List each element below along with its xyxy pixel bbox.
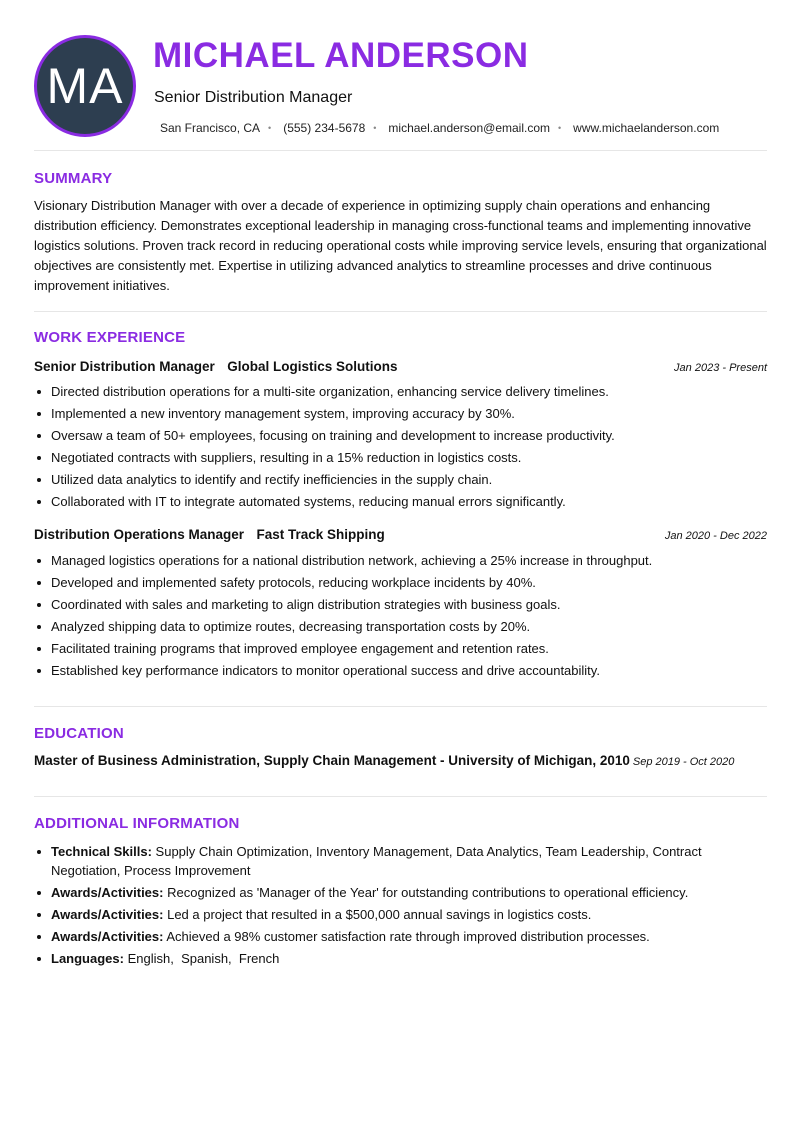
list-item: Collaborated with IT to integrate automated systems, reducing manual errors significantly. (34, 491, 767, 513)
list-item: Established key performance indicators to monitor operational success and drive accountability. (34, 660, 767, 682)
header-divider (34, 150, 767, 151)
education-divider (34, 796, 767, 797)
education-degree: Master of Business Administration, Supply Chain Management - University of Michigan, 2010 (34, 753, 630, 768)
summary-heading: SUMMARY (34, 170, 113, 187)
candidate-name: MICHAEL ANDERSON (153, 36, 529, 75)
avatar (34, 35, 136, 137)
job-company: Global Logistics Solutions (227, 359, 398, 374)
candidate-title: Senior Distribution Manager (154, 89, 353, 106)
job-role: Senior Distribution Manager (34, 359, 215, 374)
list-item: Developed and implemented safety protocols, reducing workplace incidents by 40%. (34, 572, 767, 594)
item-label: Languages: (51, 951, 124, 966)
item-label: Technical Skills: (51, 844, 152, 859)
experience-divider (34, 706, 767, 707)
education-heading: EDUCATION (34, 725, 124, 742)
job-dates: Jan 2023 - Present (674, 362, 767, 374)
list-item (34, 949, 734, 968)
list-item: Directed distribution operations for a multi-site organization, enhancing service delivery timelines. (34, 381, 767, 403)
list-item: Negotiated contracts with suppliers, resulting in a 15% reduction in logistics costs. (34, 447, 767, 469)
summary-text: Visionary Distribution Manager with over a decade of experience in optimizing supply chain operations and enhancing distribution efficiency. Demonstrates exceptional leadership in managing cross-functional teams and implementing innovative logistics solutions. Proven track record in reducing operational costs while improving service levels, ensuring that organizational objectives are consistently met. Expertise in utilizing advanced analytics to streamline processes and drive continuous improvement initiatives. (34, 198, 767, 293)
additional-info-list (34, 842, 734, 971)
work-experience-heading: WORK EXPERIENCE (34, 329, 186, 346)
contact-phone: (555) 234-5678 (283, 121, 366, 135)
contact-location: San Francisco, CA (160, 121, 261, 135)
list-item: Utilized data analytics to identify and rectify inefficiencies in the supply chain. (34, 469, 767, 491)
job-header (34, 358, 767, 376)
item-text: English, Spanish, French (127, 951, 280, 966)
list-item: Oversaw a team of 50+ employees, focusing on training and development to increase productivity. (34, 425, 767, 447)
list-item (34, 927, 734, 946)
separator-dot-icon: • (558, 123, 562, 133)
item-text: Recognized as 'Manager of the Year' for outstanding contributions to operational efficiency. (167, 885, 689, 900)
job-bullets (34, 381, 767, 513)
contact-email: michael.anderson@email.com (388, 121, 551, 135)
item-label: Awards/Activities: (51, 907, 164, 922)
list-item (34, 883, 734, 902)
job-role: Distribution Operations Manager (34, 527, 245, 542)
education-dates: Sep 2019 - Oct 2020 (632, 756, 735, 768)
list-item (34, 842, 734, 880)
list-item: Facilitated training programs that improved employee engagement and retention rates. (34, 638, 767, 660)
contact-bar (160, 121, 719, 135)
separator-dot-icon: • (268, 123, 272, 133)
job-header (34, 526, 767, 544)
job-dates: Jan 2020 - Dec 2022 (664, 530, 767, 542)
additional-info-heading: ADDITIONAL INFORMATION (34, 815, 240, 832)
item-label: Awards/Activities: (51, 885, 164, 900)
job-bullets (34, 550, 767, 682)
education-entry (34, 753, 774, 768)
summary-divider (34, 311, 767, 312)
contact-website: www.michaelanderson.com (573, 121, 720, 135)
item-label: Awards/Activities: (51, 929, 164, 944)
list-item: Coordinated with sales and marketing to align distribution strategies with business goals. (34, 594, 767, 616)
job-company: Fast Track Shipping (256, 527, 385, 542)
item-text: Supply Chain Optimization, Inventory Management, Data Analytics, Team Leadership, Contract Negotiation, Process Improvement (51, 844, 702, 878)
list-item: Implemented a new inventory management system, improving accuracy by 30%. (34, 403, 767, 425)
item-text: Led a project that resulted in a $500,000 annual savings in logistics costs. (167, 907, 592, 922)
item-text: Achieved a 98% customer satisfaction rate through improved distribution processes. (166, 929, 650, 944)
separator-dot-icon: • (373, 123, 377, 133)
list-item: Managed logistics operations for a national distribution network, achieving a 25% increase in throughput. (34, 550, 767, 572)
avatar-initials: MA (46, 58, 124, 114)
list-item (34, 905, 734, 924)
list-item: Analyzed shipping data to optimize routes, decreasing transportation costs by 20%. (34, 616, 767, 638)
